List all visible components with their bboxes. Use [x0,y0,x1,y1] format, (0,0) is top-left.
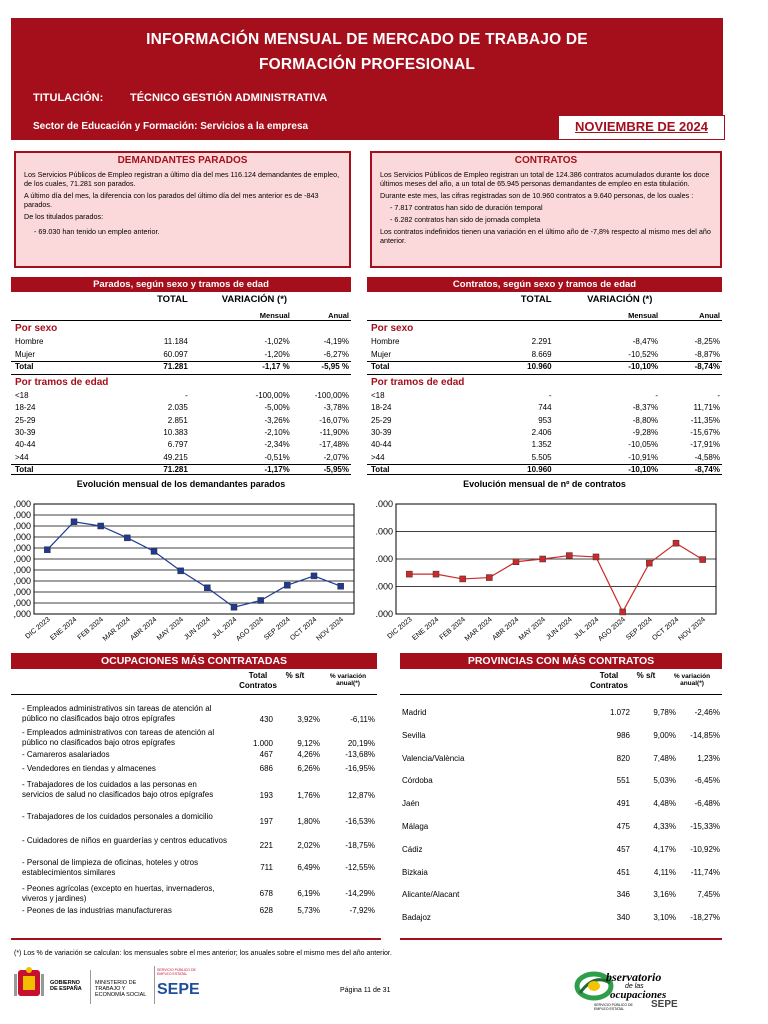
occupation-label: - Cuidadores de niños en guarderías y centros educativos [22,836,228,845]
row-anual: -5,95 % [321,362,349,371]
col-total-contratos: Total Contratos [239,671,277,690]
y-tick-label: ,000 [13,565,31,575]
row-mensual: -3,26% [264,415,290,425]
province-pct: 3,16% [653,890,676,900]
header-rule [400,694,722,695]
x-tick-label: ABR 2024 [129,616,159,643]
occupation-var: 20,19% [347,739,375,748]
province-total: 346 [616,890,630,900]
row-mensual: -8,37% [632,403,659,413]
row-label: 25-29 [371,415,392,425]
col-variacion: % variación anual(*) [329,673,367,687]
sepe-small-text: SERVICIO PÚBLICO DE EMPLEO ESTATAL [157,968,196,976]
province-var: -14,85% [690,730,720,740]
x-tick-label: OCT 2024 [289,616,319,643]
province-pct: 9,00% [653,730,676,740]
row-mensual: -10,10% [628,464,659,474]
province-label: Cádiz [402,844,423,854]
y-tick-label: ,000 [13,598,31,608]
y-tick-label: ,000 [13,554,31,564]
coat-of-arms-icon [14,966,44,1002]
data-point [258,597,264,603]
occupation-pct: 6,49% [297,863,320,872]
contratos-box [370,151,722,268]
row-anual: -6,27% [323,349,349,359]
contratos-p3: Los contratos indefinidos tienen una variación en el último año de -7,8% respecto al mismo mes del año anterior. [380,227,711,245]
province-total: 475 [616,822,630,831]
contratos-p1: Los Servicios Públicos de Empleo registran un total de 124.386 contratos acumulados durante los doce últimos meses del año, a un total de 65.945 personas demandantes de empleo en esta titulación. [380,170,710,188]
data-point [593,554,599,560]
section-por-edad: Por tramos de edad [371,377,465,388]
province-pct: 4,48% [653,799,676,809]
row-total: 6.797 [167,440,188,450]
row-total: 11.184 [163,337,188,346]
row-total: 2.291 [531,337,552,346]
row-anual: - [717,391,720,400]
data-point [673,540,679,546]
province-var: 7,45% [697,890,720,900]
demandantes-b1: - 69.030 han tenido un empleo anterior. [34,227,160,236]
y-tick-label: ,000 [13,543,31,553]
contratos-b2: - 6.282 contratos han sido de jornada completa [390,215,541,224]
row-label: <18 [15,391,29,400]
province-label: Badajoz [402,913,431,923]
occupation-label: - Empleados administrativos con tareas de atención al público no clasificados bajo otros epígrafes [22,728,215,747]
titulacion-value: TÉCNICO GESTIÓN ADMINISTRATIVA [130,92,328,104]
y-tick-label: ,000 [13,576,31,586]
province-var: -2,46% [694,708,720,717]
footnote: (*) Los % de variación se calculan: los mensuales sobre el mes anterior; los anuales sobre el mismo mes del año anterior. [14,950,392,957]
data-point [284,582,290,588]
logo-divider-2 [154,966,155,1004]
occupation-var: -14,29% [345,889,375,898]
row-mensual: -9,28% [632,427,659,437]
x-tick-label: SEP 2024 [263,616,292,642]
chart-contratos [362,494,724,644]
province-pct: 9,78% [653,708,676,717]
row-anual: -4,19% [323,337,349,346]
logo-divider [90,970,91,1004]
footer-divider-right [400,938,722,940]
data-point [460,576,466,582]
row-anual: -8,74% [694,362,720,371]
row-total: 10.960 [527,362,552,371]
row-label: Total [371,464,390,474]
y-tick-label: ,000 [13,521,31,531]
occupation-label: - Peones de las industrias manufactureras [22,906,172,915]
row-label: 18-24 [15,403,36,413]
x-tick-label: NOV 2024 [677,616,707,643]
data-point [620,609,626,615]
row-anual: -4,58% [694,452,720,462]
data-point [124,535,130,541]
page-number: Página 11 de 31 [340,987,391,994]
col-anual-header: Anual [699,311,720,320]
row-label: 30-39 [371,427,392,437]
parados-table-title: Parados, según sexo y tramos de edad [11,277,351,292]
gobierno-text: GOBIERNO DE ESPAÑA [50,980,82,992]
province-var: -10,92% [690,844,720,854]
demandantes-p1: Los Servicios Públicos de Empleo registran a último día del mes 116.124 demandantes de empleo, de los cuales, 71.281 son parados. [24,170,340,188]
row-anual: -16,07% [319,415,349,425]
row-total: 49.215 [163,452,188,462]
row-mensual: -1,02% [264,337,290,346]
row-total: 953 [538,415,552,425]
row-mensual: -1,17% [264,464,290,474]
row-anual: -11,35% [690,415,720,425]
row-anual: -8,25% [694,337,720,346]
header-rule [11,320,351,321]
row-mensual: -0,51% [264,452,290,462]
col-variacion-header: VARIACIÓN (*) [221,294,288,305]
row-mensual: -5,00% [264,403,290,413]
col-mensual-header: Mensual [259,311,290,320]
row-total: 8.669 [531,349,552,359]
province-label: Valencia/València [402,753,465,763]
x-tick-label: JUN 2024 [545,616,574,642]
data-point [433,571,439,577]
row-mensual: -10,91% [628,452,659,462]
row-label: 25-29 [15,415,36,425]
row-label: Mujer [371,349,392,359]
ministerio-text: MINISTERIO DE TRABAJO Y ECONOMÍA SOCIAL [95,980,147,998]
y-tick-label: ,000 [13,532,31,542]
chart-contratos-title: Evolución mensual de nº de contratos [463,479,626,489]
occupation-pct: 6,19% [297,889,320,898]
occupation-total: 1.000 [252,739,273,748]
row-total: 60.097 [163,349,188,359]
header-rule [11,694,377,695]
occupation-label: - Camareros asalariados [22,750,110,759]
row-mensual: -2,10% [264,427,290,437]
report-month: NOVIEMBRE DE 2024 [575,119,708,134]
data-point [98,523,104,529]
occupation-var: -6,11% [350,715,375,724]
row-mensual: -10,10% [628,362,659,371]
row-anual: -17,48% [319,440,349,450]
page-title-line2: FORMACIÓN PROFESIONAL [258,56,476,73]
occupation-total: 686 [259,764,273,773]
province-var: -18,27% [690,913,720,923]
province-label: Alicante/Alacant [402,890,460,900]
contratos-b1: - 7.817 contratos han sido de duración temporal [390,203,543,212]
row-total: 5.505 [531,452,552,462]
row-label: 40-44 [15,440,36,450]
ocupaciones-title: OCUPACIONES MÁS CONTRATADAS [11,653,377,669]
province-label: Córdoba [402,776,433,786]
row-label: >44 [371,452,385,462]
row-total: 2.851 [167,415,188,425]
sepe-logo-text: SEPE [157,981,200,998]
x-tick-label: MAY 2024 [155,616,185,643]
x-tick-label: OCT 2024 [651,616,681,643]
province-label: Sevilla [402,730,426,740]
demandantes-title: DEMANDANTES PARADOS [117,155,248,166]
x-tick-label: ABR 2024 [491,616,521,643]
occupation-var: -16,53% [345,817,375,826]
demandantes-p3: De los titulados parados: [24,212,104,221]
row-anual: -3,78% [323,403,349,413]
x-tick-label: JUL 2024 [211,616,239,641]
data-point [71,519,77,525]
province-var: -6,48% [694,799,720,809]
row-total: 2.406 [531,427,552,437]
x-tick-label: JUL 2024 [573,616,601,641]
y-tick-label: .000 [375,526,393,537]
occupation-total: 430 [259,715,273,724]
occupation-pct: 3,92% [297,715,320,724]
y-tick-label: .000 [375,554,393,564]
data-point [178,568,184,574]
province-total: 1.072 [609,708,630,717]
sector-label: Sector de Educación y Formación: Servicios a la empresa [33,121,309,132]
row-label: Total [371,362,390,371]
x-tick-label: NOV 2024 [315,616,345,643]
province-pct: 4,17% [653,844,676,854]
occupation-label: - Trabajadores de los cuidados a las personas en servicios de salud no clasificados bajo otros epígrafes [22,780,214,799]
row-anual: -2,07% [323,452,349,462]
occupation-label: - Vendedores en tiendas y almacenes [22,764,156,773]
row-mensual: -2,34% [264,440,290,450]
data-point [700,557,706,563]
province-total: 986 [616,730,630,740]
x-tick-label: MAR 2024 [101,616,132,643]
y-tick-label: .000 [375,609,393,619]
row-label: 40-44 [371,440,392,450]
data-point [44,547,50,553]
province-pct: 4,11% [653,867,676,877]
occupation-var: -12,55% [345,863,375,872]
province-var: 1,23% [697,753,720,763]
y-tick-label: ,000 [13,510,31,520]
occupation-var: -18,75% [345,841,375,850]
observatorio-line2: de las [625,983,644,990]
row-mensual: -1,17 % [262,362,290,371]
row-label: <18 [371,391,385,400]
province-var: -11,74% [690,867,720,877]
row-anual: -5,95% [323,464,349,474]
section-por-sexo: Por sexo [371,323,414,334]
col-pct: % s/t [285,671,305,680]
page-title-line1: INFORMACIÓN MENSUAL DE MERCADO DE TRABAJO DE [146,31,588,48]
section-por-edad: Por tramos de edad [15,377,109,388]
province-total: 457 [616,844,630,854]
occupation-var: -16,95% [345,764,375,773]
row-label: >44 [15,452,29,462]
province-label: Málaga [402,822,429,831]
col-pct: % s/t [636,671,656,680]
contratos-table-title: Contratos, según sexo y tramos de edad [367,277,722,292]
y-tick-label: ,000 [13,499,31,509]
chart-parados-title: Evolución mensual de los demandantes parados [76,479,286,489]
row-mensual: -10,52% [628,349,659,359]
row-total: 1.352 [531,440,552,450]
row-total: - [548,391,552,400]
demandantes-box [14,151,351,268]
col-variacion-header: VARIACIÓN (*) [587,294,653,305]
occupation-label: - Peones agrícolas (excepto en huertas, invernaderos, viveros y jardines) [22,884,215,903]
table-bottom-rule [11,474,351,475]
y-tick-label: ,000 [13,609,31,619]
col-variacion: % variación anual(*) [673,673,711,687]
chart-parados [0,494,362,644]
data-point [311,573,317,579]
occupation-var: -13,68% [345,750,375,759]
table-bottom-rule [367,474,722,475]
row-anual: -17,91% [690,440,720,450]
data-point [151,548,157,554]
data-point [540,556,546,562]
occupation-total: 221 [259,841,273,850]
x-tick-label: SEP 2024 [625,616,654,642]
data-point [486,575,492,581]
province-var: -15,33% [690,822,720,831]
row-anual: -8,87% [694,349,720,359]
row-mensual: - [655,391,659,400]
row-total: 744 [538,403,552,413]
occupation-total: 678 [259,889,273,898]
row-total: - [185,391,188,400]
observatorio-line3: ocupaciones [610,989,667,1001]
occupation-total: 467 [259,750,273,759]
occupation-pct: 1,76% [297,791,320,800]
occupation-total: 197 [259,817,273,826]
col-mensual-header: Mensual [628,311,659,320]
x-tick-label: ENE 2024 [411,616,441,643]
occupation-label: - Trabajadores de los cuidados personales a domicilio [22,812,213,821]
observatorio-sub: SERVICIO PÚBLICO DE EMPLEO ESTATAL [594,1003,633,1011]
row-total: 10.960 [527,464,552,474]
occupation-label: - Empleados administrativos sin tareas de atención al público no clasificados bajo otros epígrafes [22,704,212,723]
provincias-title: PROVINCIAS CON MÁS CONTRATOS [400,653,722,669]
province-total: 820 [616,753,630,763]
observatorio-line1: bservatorio [606,970,662,984]
province-pct: 7,48% [653,753,676,763]
province-total: 340 [616,913,630,923]
row-anual: -11,90% [319,427,349,437]
footer-divider-left [11,938,381,940]
col-total-header: TOTAL [157,294,188,305]
province-total: 551 [616,776,630,786]
occupation-total: 628 [259,906,273,915]
occupation-label: - Personal de limpieza de oficinas, hoteles y otros establecimientos similares [22,858,199,877]
x-tick-label: DIC 2023 [386,616,414,641]
occupation-pct: 2,02% [297,841,320,850]
row-label: Total [15,464,34,474]
province-total: 491 [616,799,630,809]
row-total: 10.383 [163,427,188,437]
data-point [646,560,652,566]
province-pct: 5,03% [653,776,676,786]
titulacion-label: TITULACIÓN: [33,92,104,104]
occupation-pct: 4,26% [297,750,320,759]
row-anual: -15,67% [690,427,720,437]
province-label: Bizkaia [402,867,428,877]
x-tick-label: FEB 2024 [438,616,467,642]
section-rule [11,374,351,375]
col-anual-header: Anual [328,311,349,320]
data-point [338,583,344,589]
contratos-p2: Durante este mes, las cifras registradas son de 10.960 contratos a 9.640 personas, de los cuales : [380,191,694,200]
row-mensual: -1,20% [264,349,290,359]
row-anual: 11,71% [693,403,720,413]
row-label: Total [15,362,34,371]
occupation-pct: 9,12% [297,739,320,748]
row-mensual: -100,00% [255,391,290,400]
data-point [566,553,572,559]
row-mensual: -8,47% [632,337,659,346]
data-point [406,571,412,577]
contratos-title: CONTRATOS [514,155,578,166]
x-tick-label: AGO 2024 [235,616,265,643]
occupation-var: -7,92% [349,906,375,915]
row-total: 71.281 [163,362,188,371]
row-label: Hombre [371,337,400,346]
row-label: Mujer [15,349,36,359]
x-tick-label: ENE 2024 [49,616,79,643]
header-rule [367,320,722,321]
province-var: -6,45% [694,776,720,786]
row-total: 2.035 [167,403,188,413]
occupation-pct: 6,26% [297,764,320,773]
row-total: 71.281 [163,464,188,474]
section-rule [367,374,722,375]
col-total-header: TOTAL [520,294,552,305]
data-point [513,559,519,565]
occupation-pct: 1,80% [297,817,320,826]
occupation-var: 12,87% [347,791,375,800]
row-label: 18-24 [371,403,392,413]
y-tick-label: .000 [375,499,393,509]
col-total-contratos: Total Contratos [590,671,628,690]
demandantes-p2: A último día del mes, la diferencia con los parados del último día del mes anterior es de -843 parados. [24,191,319,209]
x-tick-label: DIC 2023 [24,616,52,641]
y-tick-label: .000 [375,581,393,592]
row-label: 30-39 [15,427,36,437]
row-mensual: -8,80% [632,415,659,425]
x-tick-label: JUN 2024 [183,616,212,642]
province-label: Jaén [402,799,420,809]
row-label: Hombre [15,337,44,346]
province-pct: 3,10% [653,913,676,923]
data-point [204,585,210,591]
occupation-pct: 5,73% [297,906,320,915]
row-anual: -8,74% [694,464,720,474]
y-tick-label: ,000 [13,587,31,597]
row-anual: -100,00% [314,391,349,400]
occupation-total: 711 [260,863,273,872]
province-total: 451 [616,867,630,877]
row-mensual: -10,05% [628,440,659,450]
x-tick-label: MAR 2024 [463,616,494,643]
observatorio-sepe: SEPE [651,999,678,1010]
province-pct: 4,33% [653,822,676,831]
data-point [231,604,237,610]
x-tick-label: FEB 2024 [76,616,105,642]
x-tick-label: AGO 2024 [597,616,627,643]
province-label: Madrid [402,708,427,717]
x-tick-label: MAY 2024 [517,616,547,643]
occupation-total: 193 [259,791,273,800]
section-por-sexo: Por sexo [15,323,58,334]
